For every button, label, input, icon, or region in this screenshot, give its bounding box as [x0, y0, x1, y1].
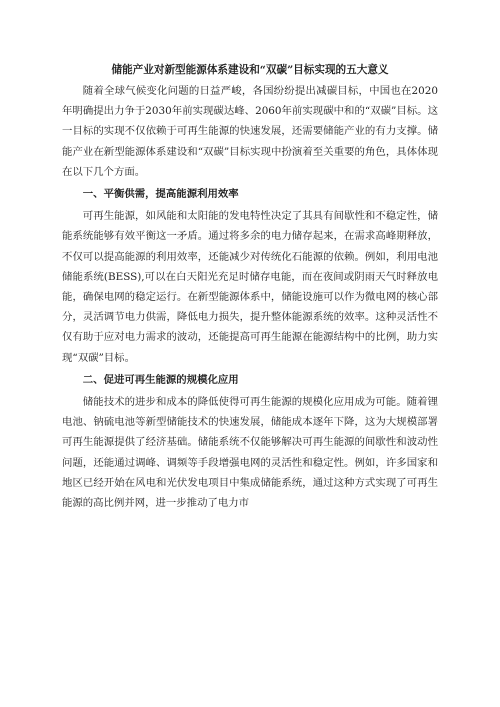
document-page	[62, 60, 438, 513]
section-2-body: 储能技术的进步和成本的降低使得可再生能源的规模化应用成为可能。随着锂电池、钠硫电池等新型储能技术的快速发展，储能成本逐年下降，这为大规模部署可再生能源提供了经济基础。储能系统不仅能够解决可再生能源的间歇性和波动性问题，还能通过调峰、调频等手段增强电网的灵活性和稳定性。例如，许多国家和地区已经开始在风电和光伏发电项目中集成储能系统，通过这种方式实现了可再生能源的高比例并网，进一步推动了电力市	[62, 396, 438, 510]
intro-paragraph: 随着全球气候变化问题的日益严峻，各国纷纷提出减碳目标，中国也在2020年明确提出力争于2030年前实现碳达峰、2060年前实现碳中和的“双碳”目标。这一目标的实现不仅依赖于可再生能源的快速发展，还需要储能产业的有力支撑。储能产业在新型能源体系建设和“双碳”目标实现中扮演着至关重要的角色，具体体现在以下几个方面。	[62, 85, 438, 178]
section-1-heading: 一、平衡供需，提高能源利用效率	[82, 188, 239, 201]
section-2-heading: 二、促进可再生能源的规模化应用	[82, 373, 239, 386]
document-title: 储能产业对新型能源体系建设和“双碳”目标实现的五大意义	[111, 64, 389, 76]
section-1-body: 可再生能源，如风能和太阳能的发电特性决定了其具有间歇性和不稳定性，储能系统能够有效平衡这一矛盾。通过将多余的电力储存起来，在需求高峰期释放，不仅可以提高能源的利用效率，还能减少对传统化石能源的依赖。例如，利用电池储能系统(BESS),可以在白天阳光充足时储存电能，而在夜间或阴雨天气时释放电能，确保电网的稳定运行。在新型能源体系中，储能设施可以作为微电网的核心部分，灵活调节电力供需，降低电力损失，提升整体能源系统的效率。这种灵活性不仅有助于应对电力需求的波动，还能提高可再生能源在能源结构中的比例，助力实现“双碳”目标。	[62, 210, 438, 364]
